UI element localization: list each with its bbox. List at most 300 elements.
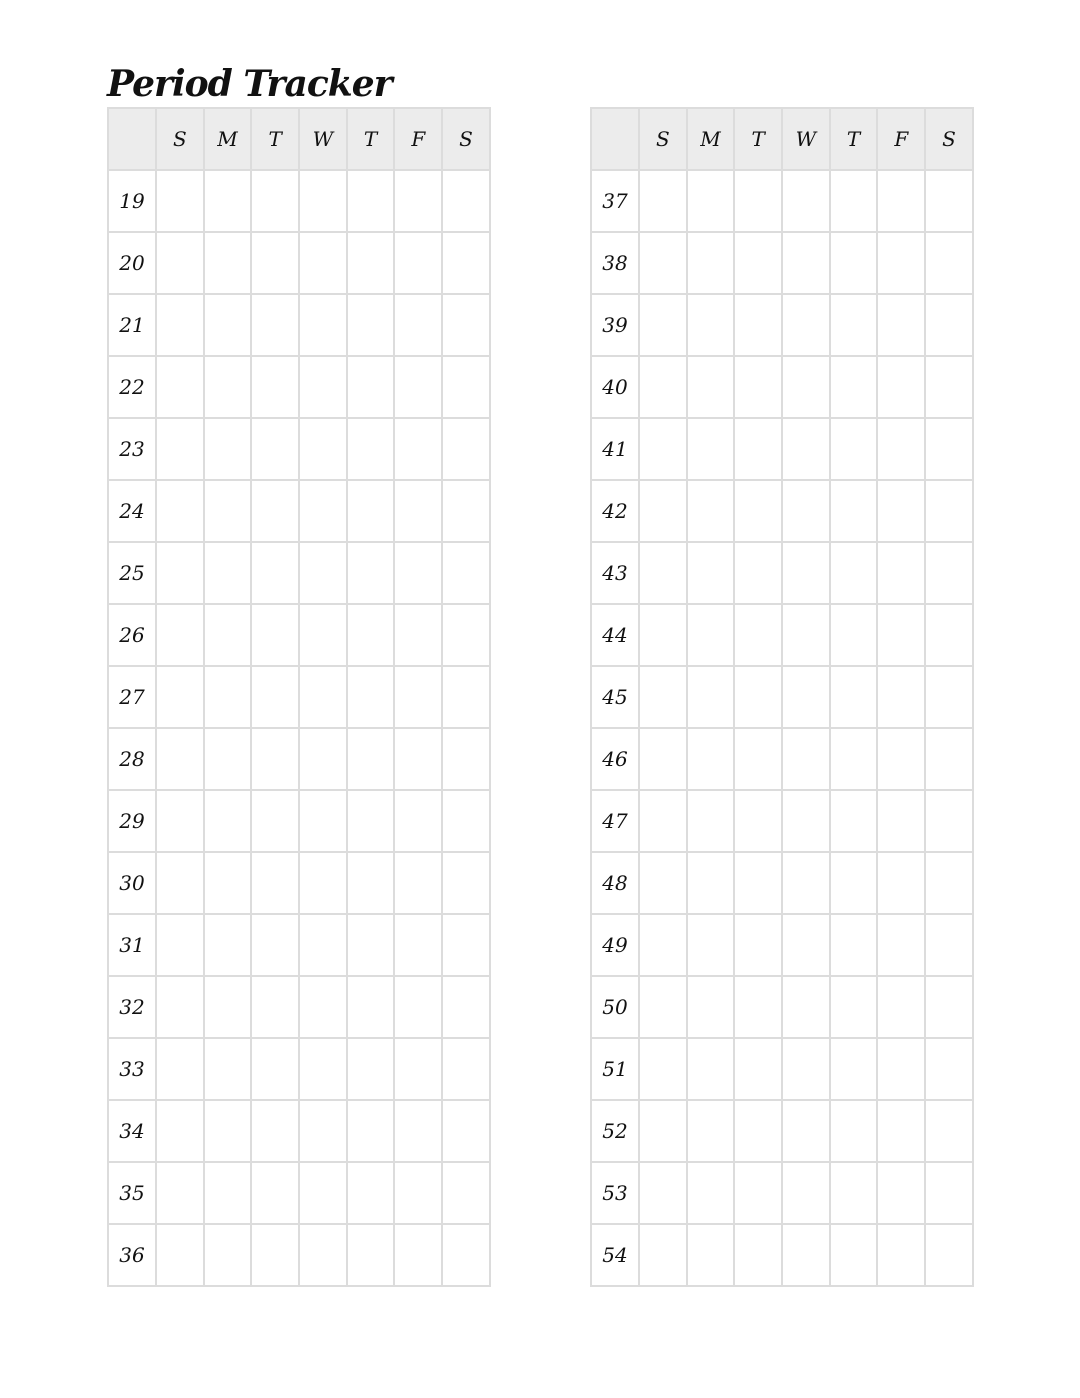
week-number: 39 (591, 294, 639, 356)
day-cell[interactable] (877, 666, 925, 728)
day-cell[interactable] (394, 852, 442, 914)
day-cell[interactable] (639, 666, 687, 728)
day-cell[interactable] (687, 1100, 735, 1162)
day-cell[interactable] (251, 418, 299, 480)
day-cell[interactable] (156, 356, 204, 418)
day-cell[interactable] (394, 790, 442, 852)
day-cell[interactable] (204, 852, 252, 914)
day-cell[interactable] (687, 728, 735, 790)
week-number: 48 (591, 852, 639, 914)
day-cell[interactable] (877, 1224, 925, 1286)
day-cell[interactable] (734, 294, 782, 356)
day-cell[interactable] (687, 852, 735, 914)
day-cell[interactable] (782, 728, 830, 790)
day-cell[interactable] (442, 542, 490, 604)
week-number: 29 (108, 790, 156, 852)
day-cell[interactable] (830, 356, 878, 418)
day-cell[interactable] (299, 1038, 347, 1100)
day-cell[interactable] (347, 170, 395, 232)
day-cell[interactable] (830, 604, 878, 666)
day-cell[interactable] (156, 790, 204, 852)
day-cell[interactable] (925, 480, 973, 542)
week-number: 37 (591, 170, 639, 232)
day-cell[interactable] (156, 914, 204, 976)
day-cell[interactable] (299, 1100, 347, 1162)
day-cell[interactable] (394, 976, 442, 1038)
day-header: T (734, 108, 782, 170)
day-cell[interactable] (204, 666, 252, 728)
day-cell[interactable] (782, 1224, 830, 1286)
week-number: 23 (108, 418, 156, 480)
week-row (591, 1224, 973, 1286)
day-cell[interactable] (782, 232, 830, 294)
day-cell[interactable] (687, 914, 735, 976)
day-header: T (347, 108, 395, 170)
day-cell[interactable] (299, 728, 347, 790)
day-cell[interactable] (442, 418, 490, 480)
day-cell[interactable] (687, 232, 735, 294)
day-cell[interactable] (156, 232, 204, 294)
day-cell[interactable] (877, 914, 925, 976)
day-cell[interactable] (251, 852, 299, 914)
day-cell[interactable] (251, 542, 299, 604)
week-row (591, 1162, 973, 1224)
day-cell[interactable] (394, 356, 442, 418)
day-cell[interactable] (687, 294, 735, 356)
week-number: 25 (108, 542, 156, 604)
day-cell[interactable] (347, 1100, 395, 1162)
day-cell[interactable] (442, 1038, 490, 1100)
day-cell[interactable] (156, 1224, 204, 1286)
day-cell[interactable] (347, 356, 395, 418)
day-cell[interactable] (925, 232, 973, 294)
day-cell[interactable] (347, 232, 395, 294)
day-cell[interactable] (347, 790, 395, 852)
day-cell[interactable] (925, 1038, 973, 1100)
day-cell[interactable] (299, 170, 347, 232)
day-cell[interactable] (442, 1100, 490, 1162)
day-cell[interactable] (347, 604, 395, 666)
day-cell[interactable] (394, 170, 442, 232)
day-cell[interactable] (251, 1038, 299, 1100)
day-cell[interactable] (734, 976, 782, 1038)
day-cell[interactable] (394, 728, 442, 790)
day-cell[interactable] (877, 294, 925, 356)
day-cell[interactable] (251, 666, 299, 728)
day-cell[interactable] (204, 542, 252, 604)
day-cell[interactable] (687, 170, 735, 232)
day-cell[interactable] (156, 418, 204, 480)
day-cell[interactable] (925, 542, 973, 604)
week-number: 31 (108, 914, 156, 976)
day-cell[interactable] (442, 480, 490, 542)
week-row (591, 356, 973, 418)
day-cell[interactable] (251, 232, 299, 294)
day-cell[interactable] (639, 170, 687, 232)
day-cell[interactable] (877, 232, 925, 294)
day-cell[interactable] (347, 666, 395, 728)
day-cell[interactable] (877, 604, 925, 666)
day-cell[interactable] (156, 1038, 204, 1100)
day-cell[interactable] (204, 976, 252, 1038)
day-cell[interactable] (734, 666, 782, 728)
day-cell[interactable] (687, 604, 735, 666)
day-cell[interactable] (782, 666, 830, 728)
day-cell[interactable] (639, 356, 687, 418)
day-cell[interactable] (299, 914, 347, 976)
day-cell[interactable] (830, 1100, 878, 1162)
day-cell[interactable] (782, 480, 830, 542)
week-number: 28 (108, 728, 156, 790)
day-cell[interactable] (394, 1038, 442, 1100)
day-cell[interactable] (687, 418, 735, 480)
day-cell[interactable] (204, 232, 252, 294)
week-row (108, 356, 490, 418)
day-cell[interactable] (782, 542, 830, 604)
week-number: 30 (108, 852, 156, 914)
day-cell[interactable] (251, 294, 299, 356)
day-cell[interactable] (347, 1038, 395, 1100)
day-cell[interactable] (782, 790, 830, 852)
day-cell[interactable] (687, 666, 735, 728)
day-cell[interactable] (204, 418, 252, 480)
day-cell[interactable] (830, 294, 878, 356)
day-cell[interactable] (394, 666, 442, 728)
day-cell[interactable] (204, 294, 252, 356)
week-number: 54 (591, 1224, 639, 1286)
day-cell[interactable] (734, 914, 782, 976)
day-cell[interactable] (639, 728, 687, 790)
day-cell[interactable] (925, 294, 973, 356)
day-cell[interactable] (782, 1162, 830, 1224)
day-cell[interactable] (639, 1100, 687, 1162)
day-cell[interactable] (782, 1100, 830, 1162)
day-cell[interactable] (347, 852, 395, 914)
week-number: 45 (591, 666, 639, 728)
day-cell[interactable] (877, 976, 925, 1038)
day-cell[interactable] (734, 790, 782, 852)
day-cell[interactable] (347, 976, 395, 1038)
week-number: 33 (108, 1038, 156, 1100)
day-cell[interactable] (156, 480, 204, 542)
day-cell[interactable] (251, 1100, 299, 1162)
day-cell[interactable] (687, 1162, 735, 1224)
day-cell[interactable] (830, 418, 878, 480)
day-cell[interactable] (347, 418, 395, 480)
day-cell[interactable] (877, 356, 925, 418)
day-cell[interactable] (687, 976, 735, 1038)
day-cell[interactable] (299, 480, 347, 542)
day-cell[interactable] (156, 170, 204, 232)
day-cell[interactable] (251, 480, 299, 542)
week-row (108, 1038, 490, 1100)
day-cell[interactable] (734, 1162, 782, 1224)
week-number: 40 (591, 356, 639, 418)
day-cell[interactable] (639, 418, 687, 480)
day-cell[interactable] (156, 1162, 204, 1224)
day-cell[interactable] (299, 1162, 347, 1224)
day-cell[interactable] (877, 542, 925, 604)
day-cell[interactable] (394, 418, 442, 480)
day-header: S (639, 108, 687, 170)
day-cell[interactable] (204, 604, 252, 666)
day-cell[interactable] (782, 170, 830, 232)
day-cell[interactable] (299, 666, 347, 728)
day-cell[interactable] (442, 170, 490, 232)
day-cell[interactable] (299, 976, 347, 1038)
day-cell[interactable] (251, 604, 299, 666)
week-row (108, 294, 490, 356)
day-cell[interactable] (877, 728, 925, 790)
day-cell[interactable] (442, 790, 490, 852)
day-cell[interactable] (299, 294, 347, 356)
day-cell[interactable] (639, 604, 687, 666)
day-cell[interactable] (394, 294, 442, 356)
week-number: 41 (591, 418, 639, 480)
day-header: W (782, 108, 830, 170)
day-cell[interactable] (639, 294, 687, 356)
day-cell[interactable] (830, 1162, 878, 1224)
day-cell[interactable] (925, 852, 973, 914)
day-cell[interactable] (782, 1038, 830, 1100)
day-cell[interactable] (830, 852, 878, 914)
day-cell[interactable] (830, 790, 878, 852)
day-cell[interactable] (925, 356, 973, 418)
day-cell[interactable] (639, 914, 687, 976)
day-cell[interactable] (830, 1038, 878, 1100)
day-cell[interactable] (347, 294, 395, 356)
day-cell[interactable] (925, 170, 973, 232)
week-row (591, 1100, 973, 1162)
day-cell[interactable] (830, 976, 878, 1038)
day-cell[interactable] (639, 790, 687, 852)
day-cell[interactable] (925, 1224, 973, 1286)
day-cell[interactable] (830, 914, 878, 976)
day-cell[interactable] (204, 790, 252, 852)
day-cell[interactable] (442, 728, 490, 790)
day-cell[interactable] (925, 418, 973, 480)
day-cell[interactable] (687, 1038, 735, 1100)
day-cell[interactable] (687, 480, 735, 542)
day-cell[interactable] (877, 852, 925, 914)
day-cell[interactable] (877, 790, 925, 852)
day-cell[interactable] (394, 1224, 442, 1286)
day-cell[interactable] (299, 542, 347, 604)
day-cell[interactable] (925, 604, 973, 666)
day-cell[interactable] (251, 976, 299, 1038)
day-cell[interactable] (156, 294, 204, 356)
day-cell[interactable] (442, 852, 490, 914)
day-header: M (204, 108, 252, 170)
day-cell[interactable] (442, 666, 490, 728)
day-cell[interactable] (925, 666, 973, 728)
day-cell[interactable] (687, 356, 735, 418)
day-cell[interactable] (734, 418, 782, 480)
day-cell[interactable] (782, 976, 830, 1038)
week-row (591, 790, 973, 852)
day-cell[interactable] (830, 1224, 878, 1286)
day-cell[interactable] (734, 232, 782, 294)
day-cell[interactable] (925, 1162, 973, 1224)
day-cell[interactable] (782, 356, 830, 418)
day-cell[interactable] (299, 356, 347, 418)
day-cell[interactable] (639, 1224, 687, 1286)
day-cell[interactable] (347, 1224, 395, 1286)
day-cell[interactable] (442, 294, 490, 356)
day-cell[interactable] (830, 480, 878, 542)
week-number: 34 (108, 1100, 156, 1162)
day-cell[interactable] (877, 1162, 925, 1224)
day-cell[interactable] (877, 480, 925, 542)
week-number: 24 (108, 480, 156, 542)
day-cell[interactable] (204, 914, 252, 976)
day-cell[interactable] (877, 1038, 925, 1100)
day-cell[interactable] (734, 356, 782, 418)
day-cell[interactable] (156, 666, 204, 728)
day-cell[interactable] (299, 790, 347, 852)
week-row (108, 1224, 490, 1286)
day-cell[interactable] (782, 418, 830, 480)
day-cell[interactable] (299, 418, 347, 480)
day-cell[interactable] (925, 914, 973, 976)
day-cell[interactable] (734, 170, 782, 232)
day-cell[interactable] (734, 604, 782, 666)
day-cell[interactable] (347, 728, 395, 790)
day-cell[interactable] (251, 790, 299, 852)
day-cell[interactable] (347, 480, 395, 542)
week-number: 38 (591, 232, 639, 294)
day-cell[interactable] (204, 728, 252, 790)
day-cell[interactable] (156, 852, 204, 914)
day-cell[interactable] (347, 1162, 395, 1224)
day-cell[interactable] (734, 728, 782, 790)
day-cell[interactable] (442, 356, 490, 418)
week-row (591, 914, 973, 976)
week-number: 21 (108, 294, 156, 356)
day-cell[interactable] (687, 542, 735, 604)
week-row (591, 232, 973, 294)
day-cell[interactable] (204, 356, 252, 418)
day-cell[interactable] (639, 1162, 687, 1224)
day-cell[interactable] (299, 232, 347, 294)
day-header: S (442, 108, 490, 170)
day-cell[interactable] (639, 232, 687, 294)
day-cell[interactable] (925, 1100, 973, 1162)
week-row (591, 604, 973, 666)
day-cell[interactable] (782, 852, 830, 914)
day-cell[interactable] (442, 976, 490, 1038)
day-cell[interactable] (830, 170, 878, 232)
day-cell[interactable] (639, 976, 687, 1038)
week-row (591, 418, 973, 480)
week-number: 49 (591, 914, 639, 976)
day-cell[interactable] (394, 480, 442, 542)
week-row (108, 480, 490, 542)
day-cell[interactable] (442, 232, 490, 294)
day-cell[interactable] (734, 1224, 782, 1286)
day-cell[interactable] (299, 1224, 347, 1286)
day-cell[interactable] (204, 170, 252, 232)
day-cell[interactable] (734, 852, 782, 914)
week-number: 20 (108, 232, 156, 294)
day-cell[interactable] (877, 170, 925, 232)
page-title: Period Tracker (107, 63, 392, 105)
day-header: T (830, 108, 878, 170)
day-cell[interactable] (299, 604, 347, 666)
day-header: W (299, 108, 347, 170)
day-cell[interactable] (251, 356, 299, 418)
day-cell[interactable] (877, 1100, 925, 1162)
day-cell[interactable] (639, 1038, 687, 1100)
day-cell[interactable] (394, 1162, 442, 1224)
day-cell[interactable] (830, 542, 878, 604)
day-cell[interactable] (925, 976, 973, 1038)
day-cell[interactable] (251, 1162, 299, 1224)
day-cell[interactable] (639, 852, 687, 914)
day-cell[interactable] (251, 1224, 299, 1286)
day-cell[interactable] (299, 852, 347, 914)
day-cell[interactable] (204, 1038, 252, 1100)
day-cell[interactable] (639, 542, 687, 604)
day-cell[interactable] (442, 1162, 490, 1224)
day-cell[interactable] (347, 542, 395, 604)
day-cell[interactable] (442, 1224, 490, 1286)
day-cell[interactable] (782, 914, 830, 976)
day-cell[interactable] (687, 790, 735, 852)
day-cell[interactable] (156, 542, 204, 604)
day-cell[interactable] (251, 170, 299, 232)
day-cell[interactable] (782, 604, 830, 666)
day-cell[interactable] (156, 976, 204, 1038)
week-number: 42 (591, 480, 639, 542)
day-cell[interactable] (156, 1100, 204, 1162)
day-cell[interactable] (830, 232, 878, 294)
day-cell[interactable] (877, 418, 925, 480)
day-cell[interactable] (734, 1100, 782, 1162)
week-number: 51 (591, 1038, 639, 1100)
day-cell[interactable] (925, 790, 973, 852)
day-cell[interactable] (251, 914, 299, 976)
week-row (591, 294, 973, 356)
day-cell[interactable] (782, 294, 830, 356)
week-row (108, 976, 490, 1038)
day-cell[interactable] (204, 1162, 252, 1224)
day-cell[interactable] (204, 1224, 252, 1286)
day-cell[interactable] (394, 1100, 442, 1162)
day-cell[interactable] (347, 914, 395, 976)
day-cell[interactable] (639, 480, 687, 542)
day-cell[interactable] (925, 728, 973, 790)
day-cell[interactable] (204, 480, 252, 542)
day-cell[interactable] (251, 728, 299, 790)
day-cell[interactable] (394, 232, 442, 294)
day-cell[interactable] (830, 728, 878, 790)
day-cell[interactable] (394, 604, 442, 666)
day-cell[interactable] (156, 604, 204, 666)
day-cell[interactable] (156, 728, 204, 790)
day-cell[interactable] (442, 914, 490, 976)
week-number: 35 (108, 1162, 156, 1224)
day-cell[interactable] (734, 542, 782, 604)
day-cell[interactable] (442, 604, 490, 666)
day-cell[interactable] (830, 666, 878, 728)
day-cell[interactable] (734, 1038, 782, 1100)
day-cell[interactable] (394, 914, 442, 976)
day-cell[interactable] (204, 1100, 252, 1162)
day-cell[interactable] (734, 480, 782, 542)
day-cell[interactable] (394, 542, 442, 604)
day-cell[interactable] (687, 1224, 735, 1286)
